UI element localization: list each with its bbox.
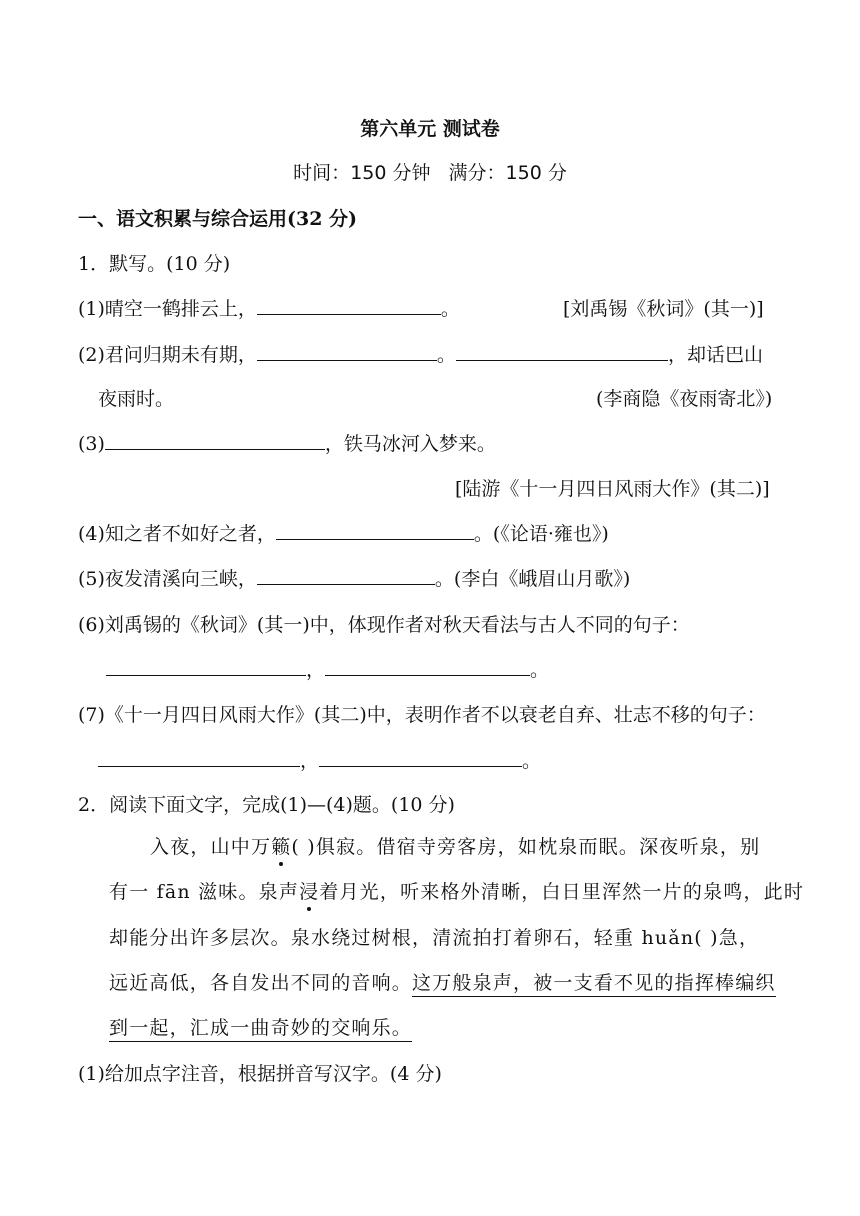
page-title [0, 116, 860, 142]
passage-line-2: 有一 fān 滋味。泉声浸着月光，听来格外清晰，白日里浑然一片的泉鸣，此时 [109, 881, 805, 903]
q1-item-1-source: [刘禹锡《秋词》(其一)] [563, 298, 764, 320]
answer-blank[interactable] [257, 566, 435, 585]
answer-blank[interactable] [456, 342, 668, 361]
passage-line-5 [109, 1015, 412, 1041]
time-value: 150 [350, 162, 387, 184]
passage-line-3: 却能分出许多层次。泉水绕过树根，清流拍打着卵石，轻重 huǎn( )急， [109, 927, 760, 949]
q1-item-3: (3) ，铁马冰河入梦来。 [78, 433, 496, 455]
question-2-stem: 2．阅读下面文字，完成(1)—(4)题。(10 分) [78, 794, 455, 816]
q1-item-3-source: [陆游《十一月四日风雨大作》(其二)] [455, 478, 770, 500]
answer-blank[interactable] [257, 342, 437, 361]
q1-item-2-cont: 夜雨时。 [98, 388, 175, 410]
q1-item-4: (4)知之者不如好之者， 。(《论语·雍也》) [78, 523, 609, 545]
question-1-stem: 1．默写。(10 分) [78, 253, 231, 275]
q1-item-2: (2)君问归期未有期， 。 ，却话巴山 [78, 344, 763, 366]
q1-item-2-source: (李商隐《夜雨寄北》) [596, 388, 773, 410]
answer-blank[interactable] [319, 748, 522, 767]
q1-item-7-answer: ， 。 [98, 748, 541, 774]
underlined-sentence: 这万般泉声，被一支看不见的指挥棒编织 [412, 972, 776, 997]
q2-sub-1: (1)给加点字注音，根据拼音写汉字。(4 分) [78, 1063, 442, 1085]
dotted-char: 浸 [299, 881, 320, 903]
answer-blank[interactable] [98, 748, 300, 767]
q1-item-6: (6)刘禹锡的《秋词》(其一)中，体现作者对秋天看法与古人不同的句子： [78, 614, 690, 636]
q1-item-7: (7)《十一月四日风雨大作》(其二)中，表明作者不以衰老自弃、壮志不移的句子： [78, 704, 766, 726]
q1-item-5: (5)夜发清溪向三峡， 。(李白《峨眉山月歌》) [78, 568, 631, 590]
answer-blank[interactable] [276, 521, 474, 540]
q1-item-1: (1)晴空一鹤排云上， 。 [78, 298, 460, 320]
answer-blank[interactable] [325, 657, 530, 676]
section-heading: 一、语文积累与综合运用(32 分) [78, 208, 358, 230]
answer-blank[interactable] [257, 296, 441, 315]
dotted-char: 籁 [271, 836, 292, 858]
title-text: 第六单元 测试卷 [360, 118, 500, 140]
answer-blank[interactable] [106, 657, 306, 676]
passage-line-4: 远近高低，各自发出不同的音响。这万般泉声，被一支看不见的指挥棒编织 [109, 970, 776, 996]
q1-item-6-answer: ， 。 [106, 657, 549, 683]
passage-line-1: 入夜，山中万籁( )俱寂。借宿寺旁客房，如枕泉而眠。深夜听泉，别 [150, 836, 761, 858]
exam-meta: 时间：150 分钟 满分：150 分 [293, 162, 567, 184]
score-value: 150 [505, 162, 542, 184]
underlined-sentence: 到一起，汇成一曲奇妙的交响乐。 [109, 1017, 412, 1042]
answer-blank[interactable] [105, 431, 325, 450]
